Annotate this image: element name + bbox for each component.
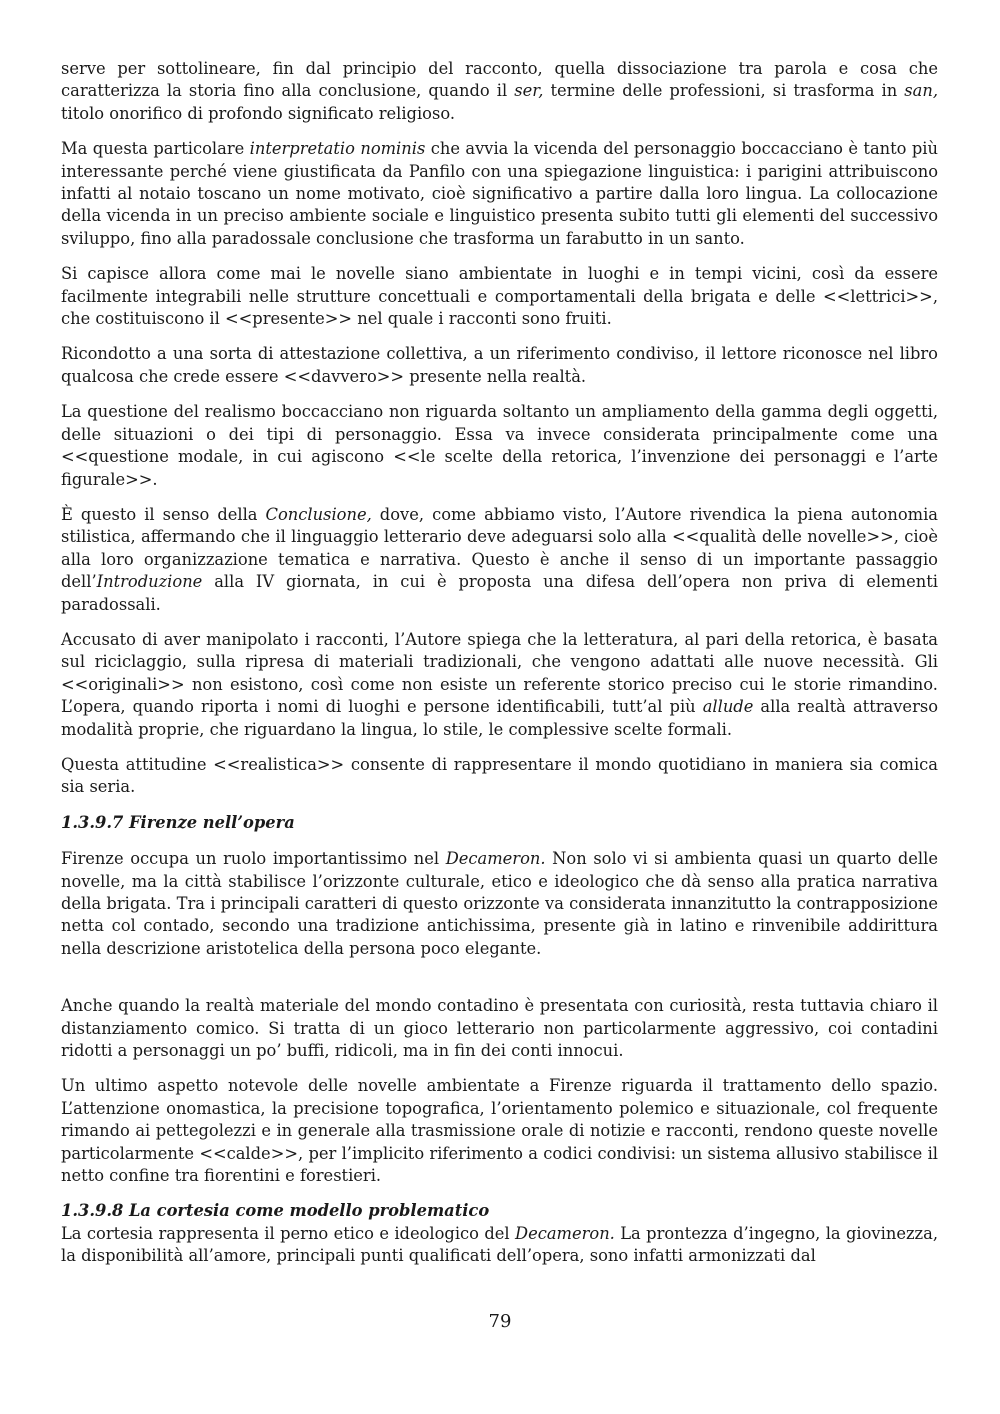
paragraph-9: Firenze occupa un ruolo importantissimo nel Decameron. Non solo vi si ambienta quasi un quarto delle novelle, ma la città stabilisce l’orizzonte culturale, etico e ideologico che dà senso alla pratica narrativa della brigata. Tra i principali caratteri di questo orizzonte va considerata innanzitutto la contrapposizione netta col contado, secondo una tradizione antichissima, presente già in latino e rinvenibile addirittura nella descrizione aristotelica della persona poco elegante. — [61, 849, 938, 958]
italic-term: Decameron. — [515, 1223, 615, 1243]
italic-term: san, — [904, 81, 939, 101]
italic-term: Conclusione, — [265, 504, 372, 524]
italic-term: allude — [702, 697, 754, 717]
italic-term: Decameron. — [445, 849, 546, 869]
page-body — [61, 58, 938, 1268]
paragraph-6: È questo il senso della Conclusione, dove, come abbiamo visto, l’Autore rivendica la piena autonomia stilistica, affermando che il linguaggio letterario deve adeguarsi solo alla <<qualità delle novelle>>, cioè alla loro organizzazione tematica e narrativa. Questo è anche il senso di un importante passaggio dell’Introduzione alla IV giornata, in cui è proposta una difesa dell’opera non priva di elementi paradossali. — [61, 504, 939, 614]
paragraph-7: Accusato di aver manipolato i racconti, l’Autore spiega che la letteratura, al pari della retorica, è basata sul riciclaggio, sulla ripresa di materiali tradizionali, che vengono adattati alle nuove necessità. Gli <<originali>> non esistono, così come non esiste un referente storico preciso cui le storie rimandino. L’opera, quando riporta i nomi di luoghi e persone identificabili, tutt’al più allude alla realtà attraverso modalità proprie, che riguardano la lingua, lo stile, le complessive scelte formali. — [61, 629, 939, 739]
section-heading-cortesia: 1.3.9.8 La cortesia come modello problematico — [61, 1201, 490, 1221]
paragraph-12: La cortesia rappresenta il perno etico e ideologico del Decameron. La prontezza d’ingegno, la giovinezza, la disponibilità all’amore, principali punti qualificati dell’opera, sono infatti armonizzati dal — [61, 1223, 938, 1266]
italic-term: ser, — [514, 81, 544, 101]
section-heading-firenze: 1.3.9.7 Firenze nell’opera — [61, 812, 295, 832]
italic-term: interpretatio nominis — [249, 139, 426, 159]
paragraph-1: serve per sottolineare, fin dal principio del racconto, quella dissociazione tra parola e cosa che caratterizza la storia fino alla conclusione, quando il ser, termine delle professioni, si trasforma in san, titolo onorifico di profondo significato religioso. — [61, 59, 939, 123]
paragraph-3: Si capisce allora come mai le novelle siano ambientate in luoghi e in tempi vicini, così da essere facilmente integrabili nelle strutture concettuali e comportamentali della brigata e delle <<lettrici>>, che costituiscono il <<presente>> nel quale i racconti sono fruiti. — [61, 264, 938, 329]
paragraph-8: Questa attitudine <<realistica>> consente di rappresentare il mondo quotidiano in maniera sia comica sia seria. — [61, 754, 938, 797]
paragraph-11: Un ultimo aspetto notevole delle novelle ambientate a Firenze riguarda il trattamento dello spazio. L’attenzione onomastica, la precisione topografica, l’orientamento polemico e situazionale, col frequente rimando ai pettegolezzi e in generale alla trasmissione orale di notizie e racconti, rendono queste novelle particolarmente <<calde>>, per l’implicito riferimento a codici condivisi: un sistema allusivo stabilisce il netto confine tra fiorentini e forestieri. — [61, 1076, 938, 1186]
italic-term: Introduzione — [96, 572, 203, 592]
paragraph-10: Anche quando la realtà materiale del mondo contadino è presentata con curiosità, resta tuttavia chiaro il distanziamento comico. Si tratta di un gioco letterario non particolarmente aggressivo, coi contadini ridotti a personaggi un po’ buffi, ridicoli, ma in fin dei conti innocui. — [61, 996, 938, 1061]
paragraph-5: La questione del realismo boccacciano non riguarda soltanto un ampliamento della gamma degli oggetti, delle situazioni o dei tipi di personaggio. Essa va invece considerata principalmente come una <<questione modale, in cui agiscono <<le scelte della retorica, l’invenzione dei personaggi e l’arte figurale>>. — [61, 402, 938, 489]
paragraph-2: Ma questa particolare interpretatio nominis che avvia la vicenda del personaggio boccacciano è tanto più interessante perché viene giustificata da Panfilo con una spiegazione linguistica: i parigini attribuiscono infatti al notaio toscano un nome motivato, cioè significativo a partire dalla loro lingua. La collocazione della vicenda in un preciso ambiente sociale e linguistico presenta subito tutti gli elementi del successivo sviluppo, fino alla paradossale conclusione che trasforma un farabutto in un santo. — [61, 139, 939, 248]
page-number: 79 — [488, 1311, 512, 1332]
paragraph-4: Ricondotto a una sorta di attestazione collettiva, a un riferimento condiviso, il lettore riconosce nel libro qualcosa che crede essere <<davvero>> presente nella realtà. — [61, 344, 938, 386]
